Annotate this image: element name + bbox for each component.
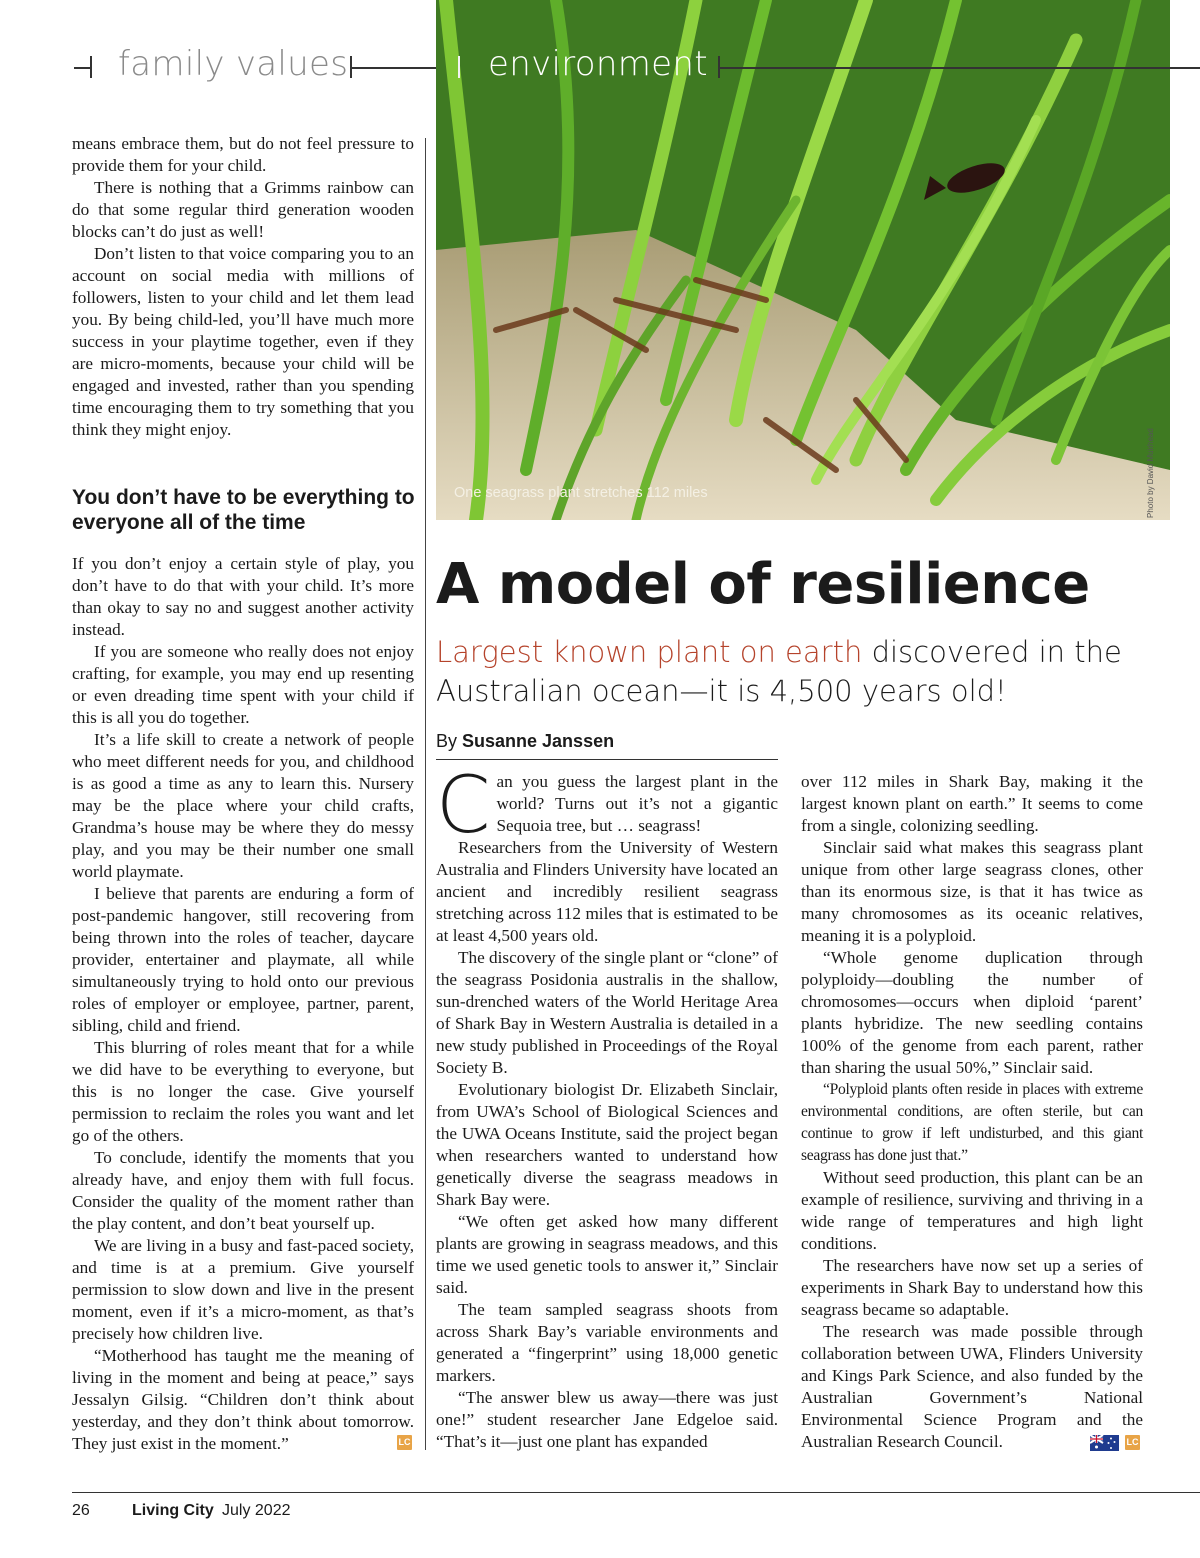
- subhead: You don’t have to be everything to everyone all of the time: [72, 486, 415, 534]
- paragraph: Sinclair said what makes this seagrass plant unique from other large seagrass clones, other than its enormous size, is that it has twice as many chromosomes as its oceanic relatives, meaning it is a polyploid.: [801, 838, 1143, 945]
- paragraph: Researchers from the University of Western Australia and Flinders University have located an ancient and incredibly resilient seagrass stretching across 112 miles that is estimated to be at least 4,500 years old.: [436, 838, 778, 945]
- lead-text: an you guess the largest plant in the world? Turns out it’s not a gigantic Sequoia tree, but … seagrass!: [496, 772, 778, 835]
- column-divider: [425, 138, 426, 1450]
- byline-rule: [436, 759, 778, 760]
- paragraph: The discovery of the single plant or “clone” of the seagrass Posidonia australis in the shallow, sun-drenched waters of the World Heritage Area of Shark Bay in Western Australia is detailed in a new study published in Proceedings of the Royal Society B.: [436, 948, 778, 1077]
- header-rule: [718, 67, 1200, 69]
- article-column-2: [801, 771, 1143, 1453]
- paragraph: “The answer blew us away—there was just one!” student researcher Jane Edgeloe said. “That’s it—just one plant has expanded: [436, 1388, 778, 1451]
- australian-flag-icon: [1090, 1435, 1119, 1451]
- paragraph: The team sampled seagrass shoots from across Shark Bay’s variable environments and generated a “fingerprint” using 18,000 genetic markers.: [436, 1300, 778, 1385]
- byline-prefix: By: [436, 731, 463, 751]
- footer-rule: [72, 1492, 1200, 1493]
- header-rule: [74, 67, 92, 69]
- paragraph: “Motherhood has taught me the meaning of living in the moment and being at peace,” says Jessalyn Gilsig. “Children don’t think about yesterday, and they don’t think about tomorrow. They just exist in the moment.”: [72, 1346, 414, 1453]
- paragraph: “We often get asked how many different plants are growing in seagrass meadows, and this time we used genetic tools to answer it,” Sinclair said.: [436, 1212, 778, 1297]
- dek-accent: Largest known plant on earth: [436, 635, 863, 669]
- section-label-left: family values: [118, 44, 349, 84]
- header-tick: [458, 56, 460, 78]
- left-column-top: [72, 133, 414, 441]
- left-column-bottom: [72, 553, 414, 1455]
- paragraph: To conclude, identify the moments that you already have, and enjoy them with full focus. Consider the quality of the moment rather than the play content, and don’t beat yourself up.: [72, 1148, 414, 1233]
- paragraph: Evolutionary biologist Dr. Elizabeth Sinclair, from UWA’s School of Biological Sciences and the UWA Oceans Institute, said the project began when researchers wanted to understand how genetically diverse the seagrass meadows in Shark Bay were.: [436, 1080, 778, 1209]
- paragraph: “Polyploid plants often reside in places with extreme environmental conditions, are often sterile, but can continue to grow if left undisturbed, and this giant seagrass has done just that.”: [801, 1081, 1143, 1164]
- paragraph: means embrace them, but do not feel pressure to provide them for your child.: [72, 134, 414, 175]
- photo-credit: Photo by David Muirhead: [1146, 428, 1155, 518]
- header-rule: [350, 67, 436, 69]
- end-mark-logo: LC: [1125, 1435, 1140, 1450]
- photo-caption: One seagrass plant stretches 112 miles: [454, 485, 708, 501]
- paragraph: If you don’t enjoy a certain style of play, you don’t have to do that with your child. It’s more than okay to say no and suggest another activity instead.: [72, 554, 414, 639]
- paragraph: “Whole genome duplication through polyploidy—doubling the number of chromosomes—occurs when diploid ‘parent’ plants hybridize. The new seedling contains 100% of the genome from each parent, rather than sharing the usual 50%,” Sinclair said.: [801, 948, 1143, 1077]
- paragraph: We are living in a busy and fast-paced society, and time is at a premium. Give yourself permission to slow down and live in the present moment, even if it’s a micro-moment, as that’s precisely how children live.: [72, 1236, 414, 1343]
- paragraph: If you are someone who really does not enjoy crafting, for example, you may end up resenting or even dreading time spent with your child if this is all you do together.: [72, 642, 414, 727]
- dek-rest: discovered in the Australian ocean—it is 4,500 years old!: [436, 635, 1122, 708]
- issue-date: July 2022: [222, 1502, 291, 1519]
- page-number: 26: [72, 1502, 90, 1519]
- paragraph: The researchers have now set up a series of experiments in Shark Bay to understand how this seagrass became so adaptable.: [801, 1256, 1143, 1319]
- dek: [436, 633, 1136, 711]
- paragraph: over 112 miles in Shark Bay, making it the largest known plant on earth.” It seems to come from a single, colonizing seedling.: [801, 772, 1143, 835]
- section-label-right: environment: [488, 44, 708, 84]
- paragraph: Don’t listen to that voice comparing you to an account on social media with millions of followers, listen to your child and let them lead you. By being child-led, you’ll have much more success in your playtime together, even if they are micro-moments, because your child will be engaged and invested, rather than you spending time encouraging them to try something that you think they might enjoy.: [72, 244, 414, 439]
- end-mark-logo: LC: [397, 1435, 412, 1450]
- paragraph: This blurring of roles meant that for a while we did have to be everything to everyone, but this is no longer the case. Give yourself permission to reclaim the roles you want and let go of the others.: [72, 1038, 414, 1145]
- drop-cap: C: [436, 761, 491, 851]
- paragraph: Without seed production, this plant can be an example of resilience, surviving and thriving in a wide range of temperatures and high light conditions.: [801, 1168, 1143, 1253]
- paragraph: [436, 761, 778, 851]
- article-column-1: [436, 761, 778, 1453]
- byline: [436, 731, 614, 752]
- author-name: Susanne Janssen: [462, 731, 615, 751]
- paragraph: It’s a life skill to create a network of people who meet different needs for you, and childhood is as good a time as any to learn this. Nursery may be the place where your child crafts, Grandma’s house may be where they do messy play, and you may be their number one small world playmate.: [72, 730, 414, 881]
- paragraph: I believe that parents are enduring a form of post-pandemic hangover, still recovering from being thrown into the roles of teacher, daycare provider, entertainer and playmate, all while simultaneously trying to hold onto our previous roles of employer or employee, partner, parent, sibling, child and friend.: [72, 884, 414, 1035]
- headline: A model of resilience: [436, 552, 1090, 617]
- paragraph: There is nothing that a Grimms rainbow can do that some regular third generation wooden blocks can’t do just as well!: [72, 178, 414, 241]
- paragraph: The research was made possible through collaboration between UWA, Flinders University and Kings Park Science, and also funded by the Australian Government’s National Environmental Science Program and the Australian Research Council.: [801, 1322, 1143, 1451]
- magazine-name: Living City: [132, 1502, 214, 1519]
